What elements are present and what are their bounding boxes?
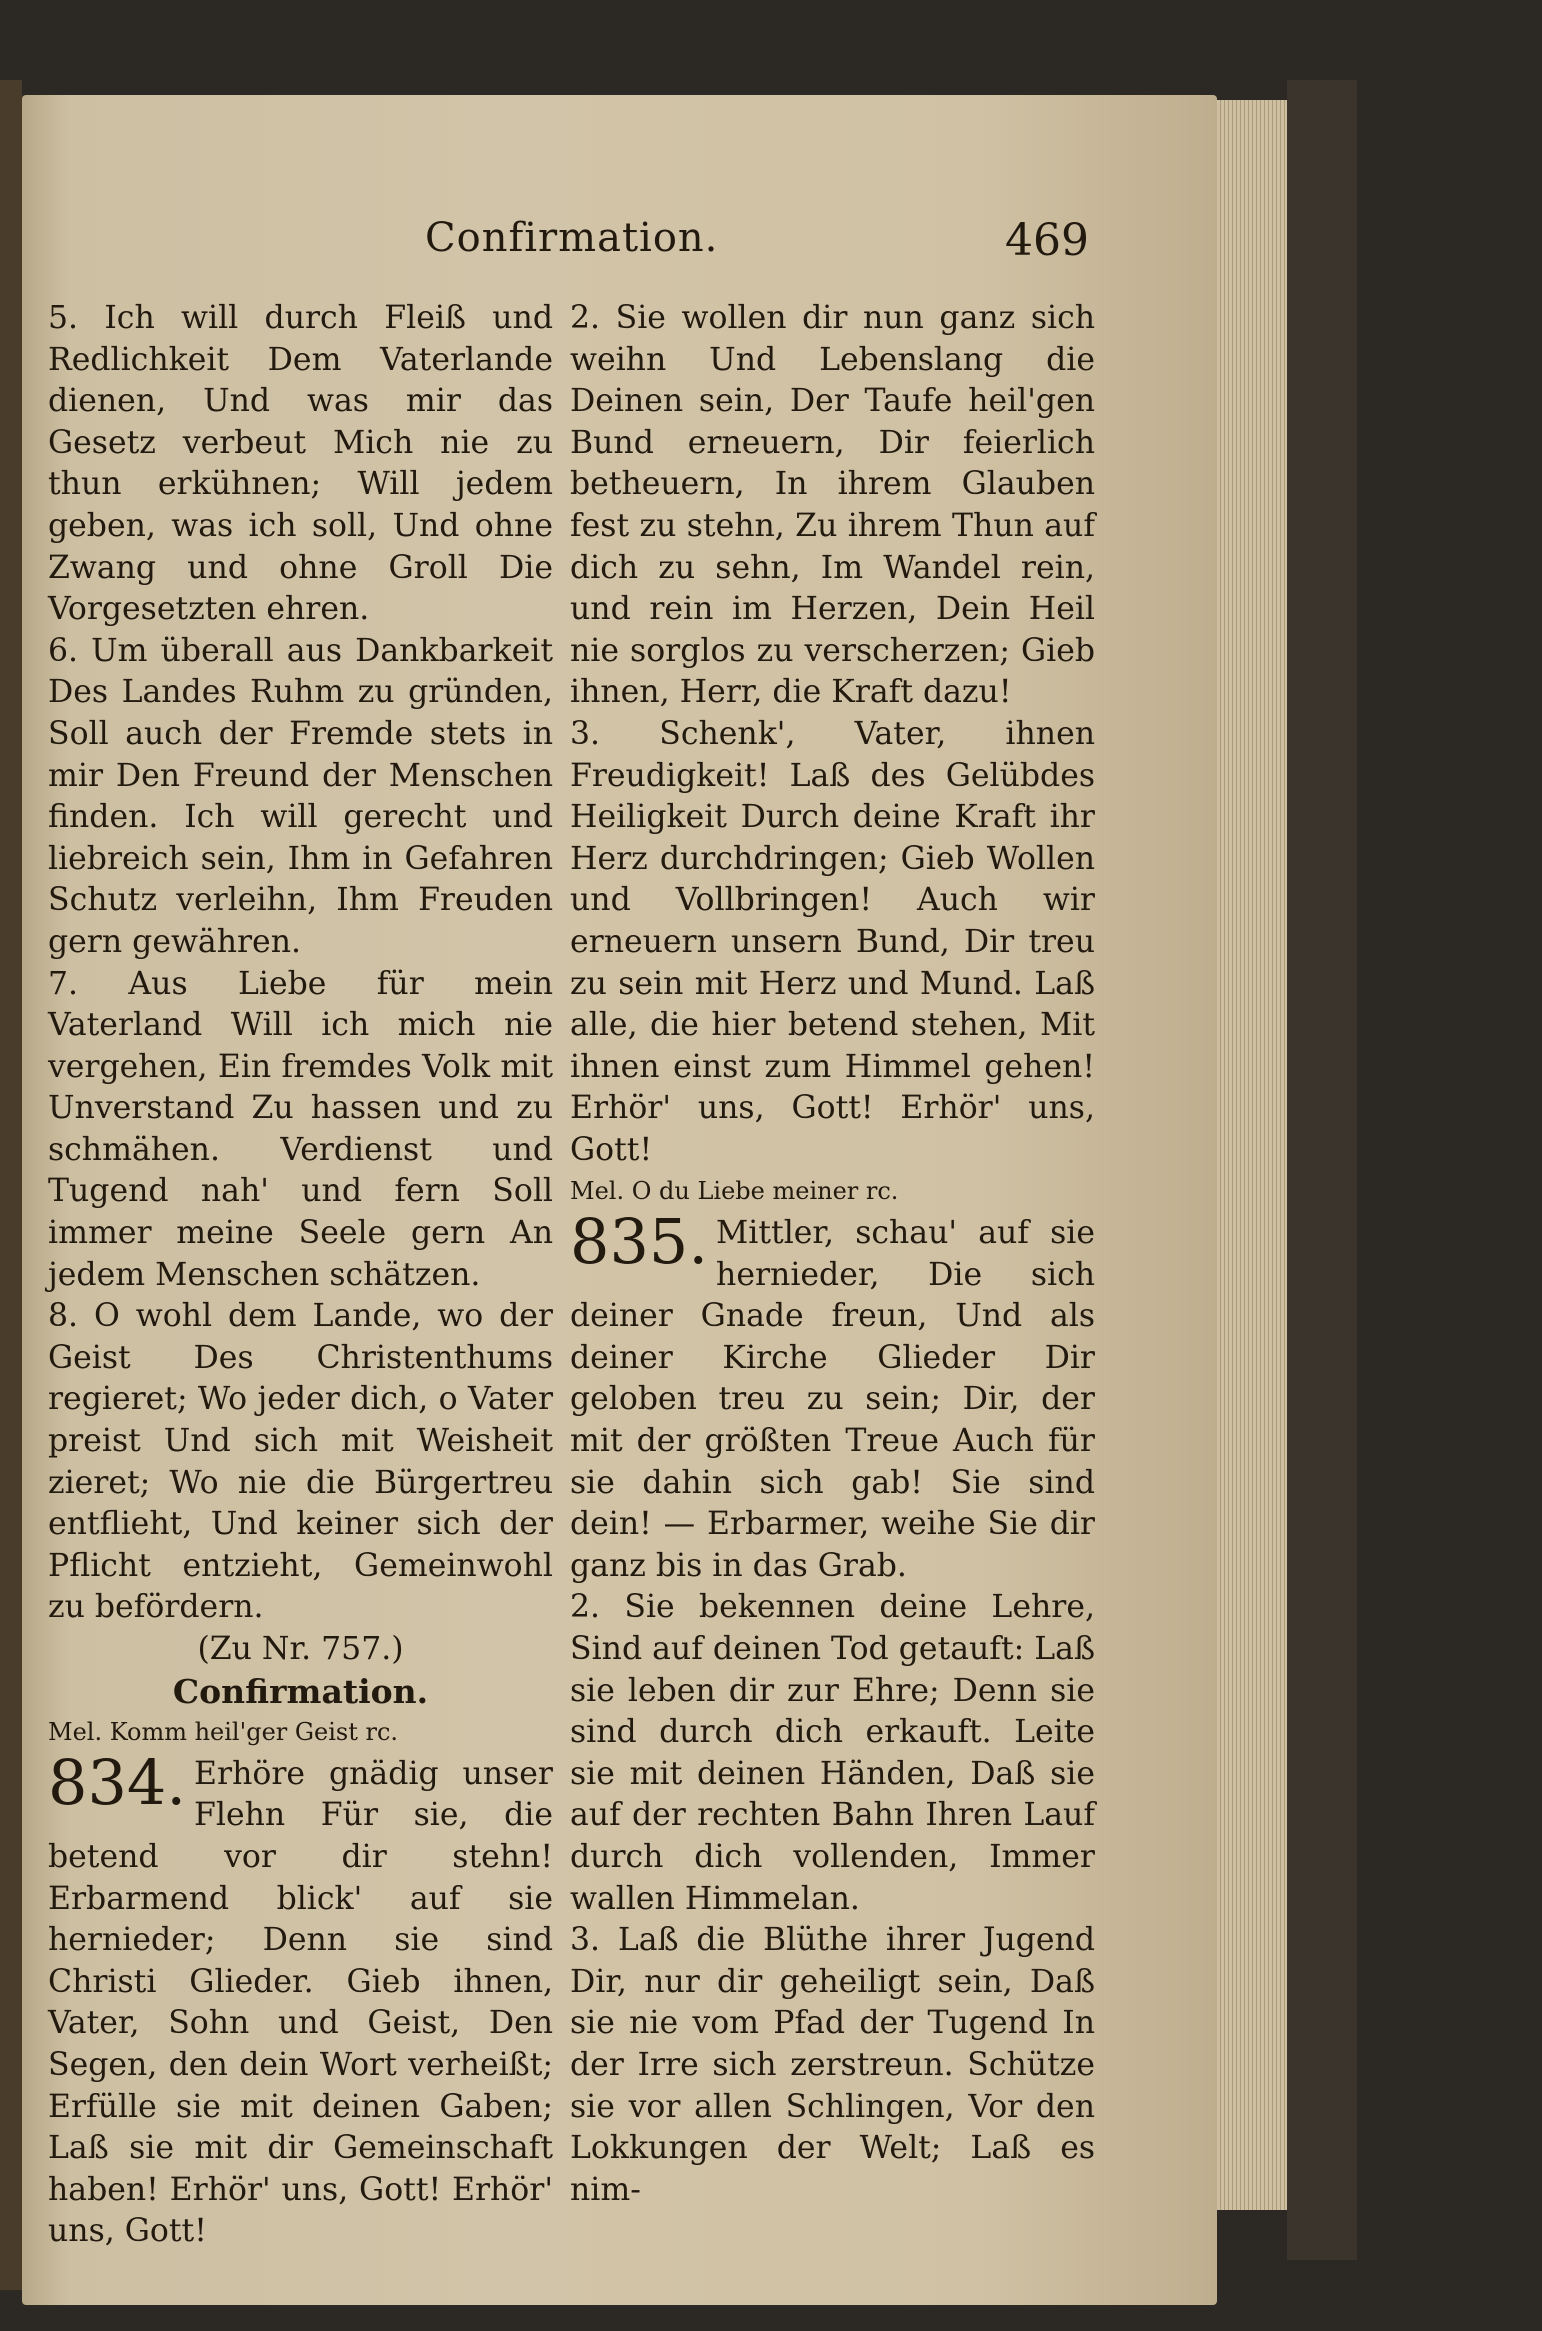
hymn-number-834: 834. [48, 1745, 187, 1819]
stanza-7: 7. Aus Liebe für mein Vaterland Will ich mich nie vergehen, Ein fremdes Volk mit Unverstand Zu hassen und zu schmähen. Verdienst und Tugend nah' und fern Soll immer meine Seele gern An jedem Menschen schätzen. [48, 965, 553, 1293]
book-spine [0, 80, 22, 2290]
melody-line-834: Mel. Komm heil'ger Geist rc. [48, 1718, 399, 1747]
cross-reference-note: (Zu Nr. 757.) [197, 1631, 404, 1667]
header-title: Confirmation. [425, 215, 719, 261]
stanza-6: 6. Um überall aus Dankbarkeit Des Landes Ruhm zu gründen, Soll auch der Fremde stets in mir Den Freund der Menschen finden. Ich will gerecht und liebreich sein, Ihm in Gefahren Schutz verleihn, Ihm Freuden gern gewähren. [48, 632, 553, 960]
hymn-number-835: 835. [570, 1205, 709, 1279]
hymn-834-stanza-3: 3. Schenk', Vater, ihnen Freudigkeit! Laß des Gelübdes Heiligkeit Durch deine Kraft ihr Herz durchdringen; Gieb Wollen und Vollbringen! Auch wir erneuern unsern Bund, Dir treu zu sein mit Herz und Mund. Laß alle, die hier betend stehen, Mit ihnen einst zum Himmel gehen! Erhör' uns, Gott! Erhör' uns, Gott! [570, 715, 1095, 1168]
hymn-834-stanza-2: 2. Sie wollen dir nun ganz sich weihn Und Lebenslang die Deinen sein, Der Taufe heil'gen Bund erneuern, Dir feierlich betheuern, In ihrem Glauben fest zu stehn, Zu ihrem Thun auf dich zu sehn, Im Wandel rein, und rein im Herzen, Dein Heil nie sorglos zu verscherzen; Gieb ihnen, Herr, die Kraft dazu! [570, 300, 1095, 711]
hymn-835-stanza-1: Mittler, schau' auf sie hernieder, Die sich deiner Gnade freun, Und als deiner Kirche Glieder Dir geloben treu zu sein; Dir, der mit der größten Treue Auch für sie dahin sich gab! Sie sind dein! — Erbarmer, weihe Sie dir ganz bis in das Grab. [570, 1215, 1095, 1584]
running-header [0, 215, 1217, 275]
page-block-edge [1217, 100, 1287, 2210]
book-cover-edge [1287, 80, 1357, 2260]
hymn-834 [48, 1745, 553, 2253]
hymn-835-stanza-3: 3. Laß die Blüthe ihrer Jugend Dir, nur dir geheiligt sein, Daß sie nie vom Pfad der Tugend In der Irre sich zerstreun. Schütze sie vor allen Schlingen, Vor den Lokkungen der Welt; Laß es nim- [570, 1922, 1095, 2208]
section-heading: Confirmation. [172, 1671, 429, 1711]
right-column [570, 298, 1095, 2211]
hymn-835-stanza-2: 2. Sie bekennen deine Lehre, Sind auf deinen Tod getauft: Laß sie leben dir zur Ehre; Denn sie sind durch dich erkauft. Leite sie mit deinen Händen, Daß sie auf der rechten Bahn Ihren Lauf durch dich vollenden, Immer wallen Himmelan. [570, 1589, 1095, 1917]
hymn-835 [570, 1205, 1095, 1587]
stanza-5: 5. Ich will durch Fleiß und Redlichkeit Dem Vaterlande dienen, Und was mir das Gesetz verbeut Mich nie zu thun erkühnen; Will jedem geben, was ich soll, Und ohne Zwang und ohne Groll Die Vorgesetzten ehren. [48, 300, 553, 628]
page-number: 469 [1005, 215, 1089, 266]
left-column [48, 298, 553, 2253]
stanza-8: 8. O wohl dem Lande, wo der Geist Des Christenthums regieret; Wo jeder dich, o Vater preist Und sich mit Weisheit zieret; Wo nie die Bürgertreu entflieht, Und keiner sich der Pflicht entzieht, Gemeinwohl zu befördern. [48, 1298, 553, 1626]
hymn-834-text: Erhöre gnädig unser Flehn Für sie, die betend vor dir stehn! Erbarmend blick' auf sie hernieder; Denn sie sind Christi Glieder. Gieb ihnen, Vater, Sohn und Geist, Den Segen, den dein Wort verheißt; Erfülle sie mit deinen Gaben; Laß sie mit dir Gemeinschaft haben! Erhör' uns, Gott! Erhör' uns, Gott! [48, 1755, 553, 2250]
melody-line-835: Mel. O du Liebe meiner rc. [570, 1177, 899, 1206]
